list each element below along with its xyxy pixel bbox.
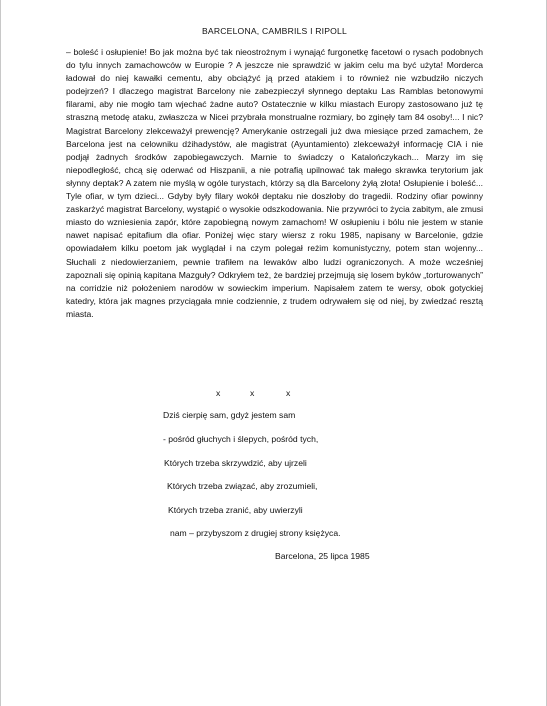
poem-line: - pośród głuchych i ślepych, pośród tych, [163,434,319,444]
dateline: Barcelona, 25 lipca 1985 [275,551,370,561]
section-separator [0,388,547,400]
document-page [66,26,483,321]
poem-line: Dziś cierpię sam, gdyż jestem sam [163,410,296,420]
separator-mark: x [286,388,291,398]
poem-line: nam – przybyszom z drugiej strony księżyca. [170,528,341,538]
poem-line: Których trzeba związać, aby zrozumieli, [167,481,318,491]
page-left-edge [0,0,1,706]
separator-mark: x [216,388,221,398]
body-paragraph: – boleść i osłupienie! Bo jak można być tak nieostrożnym i wynająć furgonetkę facetowi o rysach podobnych do tylu innych zamachowców w Europie ? A jeszcze nie sprawdzić w jakim celu ma być użyta! Morderca ładował do niej kawałki cementu, aby obciążyć ją przed atakiem i to również nie wzbudziło niczych podejrzeń? I dlaczego magistrat Barcelony nie zabezpieczył słynnego deptaku Las Ramblas betonowymi filarami, aby nie mogło tam wjechać żadne auto? Ostatecznie w kilku miastach Europy zastosowano już tę straszną metodę ataku, zwłaszcza w Nicei przybrała monstrualne rozmiary, bo zginęły tam 84 osoby!... I nic? Magistrat Barcelony zlekceważył prewencję? Amerykanie ostrzegali już dwa miesiące przed zamachem, że Barcelona jest na celowniku dżihadystów, ale magistrat (Ayuntamiento) zlekceważył informację CIA i nie podjął żadnych środków zapobiegawczych. Marnie to świadczy o Katalończykach... Marzy im się niepodległość, chcą się oderwać od Hiszpanii, a nie potrafią upilnować tak małego skrawka terytorium jak słynny deptak? A zatem nie myślą w ogóle turystach, którzy są dla Barcelony żyłą złota! Osłupienie i boleść... Tyle ofiar, w tym dzieci... Gdyby były filary wokół deptaku nie doszłoby do tragedii. Rodziny ofiar powinny zaskarżyć magistrat Barcelony, wystąpić o wysokie odszkodowania. Nie przywróci to życia zabitym, ale zmusi miasto do wzniesienia zapór, które zapobiegną nowym zamachom! W osłupieniu i bólu nie jestem w stanie nawet napisać epitafium dla ofiar. Poniżej więc stary wiersz z roku 1985, napisany w Barcelonie, gdzie opowiadałem kilku poetom jak wyglądał i na czym polegał reżim komunistyczny, potem stan wojenny... Słuchali z niedowierzaniem, pewnie trafiłem na lewaków albo ludzi ograniczonych. A może wcześniej zapoznali się opinią kapitana Mazguły? Odkryłem też, że bardziej przejmują się losem byków „torturowanych” na corridzie niż położeniem narodów w sowieckim imperium. Napisałem zatem te wersy, obok gotyckiej katedry, która jak magnes przyciągała mnie codziennie, z trudem odrywałem się od niej, by zwiedzać resztą miasta. [66,47,483,319]
poem-line: Których trzeba skrzywdzić, aby ujrzeli [164,458,307,468]
separator-mark: x [250,388,255,398]
poem-line: Których trzeba zranić, aby uwierzyli [168,505,303,515]
document-title: BARCELONA, CAMBRILS I RIPOLL [201,26,348,36]
